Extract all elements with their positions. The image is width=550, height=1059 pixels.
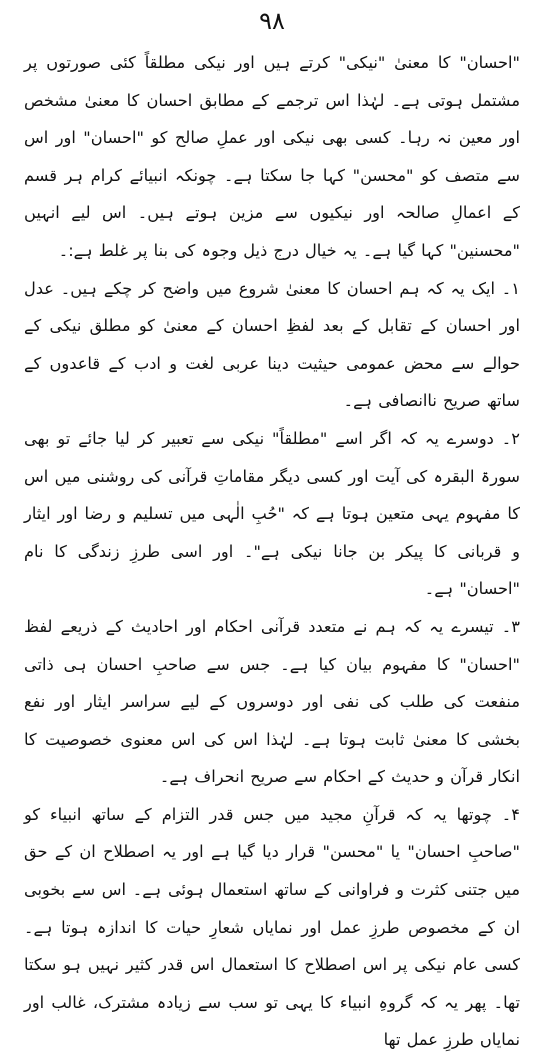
point-3-paragraph: ۳۔ تیسرے یہ کہ ہم نے متعدد قرآنی احکام اور احادیث کے ذریعے لفظ "احسان" کا مفہوم بیان کیا ہے۔ جس سے صاحبِ احسان ہی ذاتی منفعت کی طلب کی نفی اور دوسروں کے لیے سراسر ایثار اور نفع بخشی کا معنیٰ ثابت ہوتا ہے۔ لہٰذا اس کی اس معنوی خصوصیت کا انکار قرآن و حدیث کے احکام سے صریح انحراف ہے۔ xyxy=(24,616,520,787)
point-1-paragraph: ۱۔ ایک یہ کہ ہم احسان کا معنیٰ شروع میں واضح کر چکے ہیں۔ عدل اور احسان کے تقابل کے بعد لفظِ احسان کے معنیٰ کو مطلق نیکی کے حوالے سے محض عمومی حیثیت دینا عربی لغت و ادب کے قاعدوں کے ساتھ صریح ناانصافی ہے۔ xyxy=(24,278,520,411)
point-2-paragraph: ۲۔ دوسرے یہ کہ اگر اسے "مطلقاً" نیکی سے تعبیر کر لیا جائے تو بھی سورۃ البقرہ کی آیت اور کسی دیگر مقاماتِ قرآنی کی روشنی میں اس کا مفہوم یہی متعین ہوتا ہے کہ "حُبِ الٰہی میں تسلیم و رضا اور ایثار و قربانی کا پیکر بن جانا نیکی ہے"۔ اور اسی طرزِ زندگی کا نام "احسان" ہے۔ xyxy=(24,428,520,599)
point-4-paragraph: ۴۔ چوتھا یہ کہ قرآنِ مجید میں جس قدر التزام کے ساتھ انبیاء کو "صاحبِ احسان" یا "محسن" قرار دیا گیا ہے اور یہ اصطلاح ان کے حق میں جتنی کثرت و فراوانی کے ساتھ استعمال ہوئی ہے۔ اس سے بخوبی ان کے مخصوص طرزِ عمل اور نمایاں شعارِ حیات کا اندازہ ہوتا ہے۔ کسی عام نیکی پر اس اصطلاح کا استعمال اس قدر کثیر نہیں ہو سکتا تھا۔ پھر یہ کہ گروہِ انبیاء کا یہی تو سب سے زیادہ مشترک، غالب اور نمایاں طرزِ عمل تھا xyxy=(24,804,520,1050)
page-body xyxy=(24,44,520,1059)
page-number: ۹۸ xyxy=(259,7,285,35)
intro-paragraph: "احسان" کا معنیٰ "نیکی" کرتے ہیں اور نیکی مطلقاً کئی صورتوں پر مشتمل ہوتی ہے۔ لہٰذا اس ترجمے کے مطابق احسان کا معنیٰ مشخص اور معین نہ رہا۔ کسی بھی نیکی اور عملِ صالح کو "احسان" اور اس سے متصف کو "محسن" کہا جا سکتا ہے۔ چونکہ انبیائے کرام ہر قسم کے اعمالِ صالحہ اور نیکیوں سے مزین ہوتے ہیں۔ اس لیے انہیں "محسنین" کہا گیا ہے۔ یہ خیال درج ذیل وجوہ کی بنا پر غلط ہے:۔ xyxy=(24,53,520,260)
